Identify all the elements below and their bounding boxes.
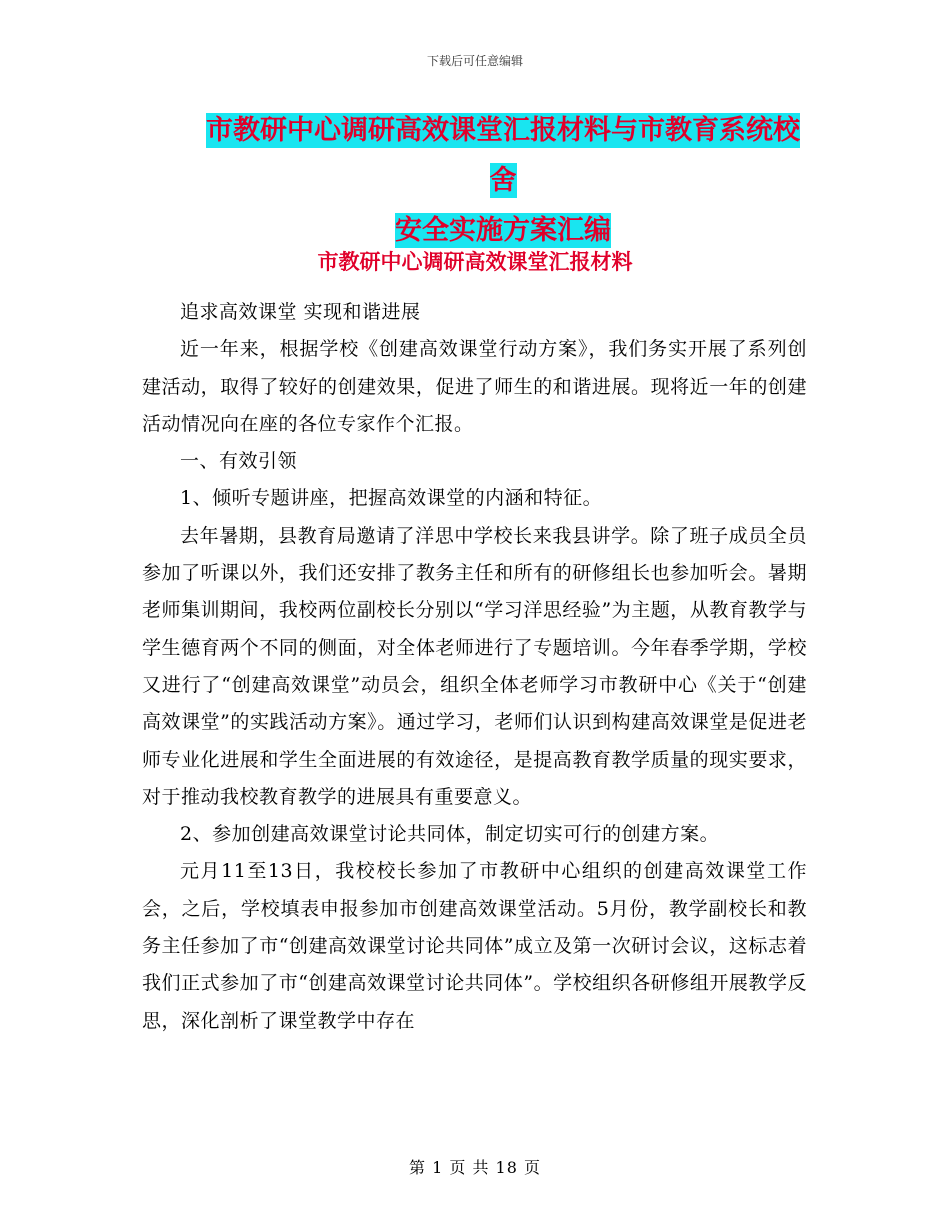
paragraph: 1、倾听专题讲座，把握高效课堂的内涵和特征。	[180, 487, 603, 510]
paragraph: 追求高效课堂 实现和谐进展	[180, 301, 421, 323]
paragraph: 去年暑期，县教育局邀请了洋思中学校长来我县讲学。除了班子成员全员参加了听课以外，我们还安排了教务主任和所有的研修组长也参加听会。暑期老师集训期间，我校两位副校长分别以“学习洋思经验”为主题，从教育教学与学生德育两个不同的侧面，对全体老师进行了专题培训。今年春季学期，学校又进行了“创建高效课堂”动员会，组织全体老师学习市教研中心《关于“创建高效课堂”的实践活动方案》。通过学习，老师们认识到构建高效课堂是促进老师专业化进展和学生全面进展的有效途径，是提高教育教学质量的现实要求，对于推动我校教育教学的进展具有重要意义。	[142, 524, 807, 808]
section-title: 市教研中心调研高效课堂汇报材料	[317, 250, 633, 274]
header-note: 下载后可任意编辑	[426, 54, 523, 68]
main-title-line1: 市教研中心调研高效课堂汇报材料与市教育系统校舍	[206, 115, 800, 196]
main-title	[193, 106, 813, 256]
page-footer: 第 1 页 共 18 页	[409, 1158, 541, 1177]
paragraph: 元月11至13日，我校校长参加了市教研中心组织的创建高效课堂工作会，之后，学校填表申报参加市创建高效课堂活动。5月份，教学副校长和教务主任参加了市“创建高效课堂讨论共同体”成立及第一次研讨会议，这标志着我们正式参加了市“创建高效课堂讨论共同体”。学校组织各研修组开展教学反思，深化剖析了课堂教学中存在	[142, 860, 807, 1032]
main-title-line2: 安全实施方案汇编	[395, 215, 611, 246]
paragraph: 近一年来，根据学校《创建高效课堂行动方案》，我们务实开展了系列创建活动，取得了较好的创建效果，促进了师生的和谐进展。现将近一年的创建活动情况向在座的各位专家作个汇报。	[142, 338, 807, 435]
body-text	[142, 294, 807, 1040]
paragraph: 一、有效引领	[180, 450, 298, 473]
paragraph: 2、参加创建高效课堂讨论共同体，制定切实可行的创建方案。	[180, 823, 720, 846]
